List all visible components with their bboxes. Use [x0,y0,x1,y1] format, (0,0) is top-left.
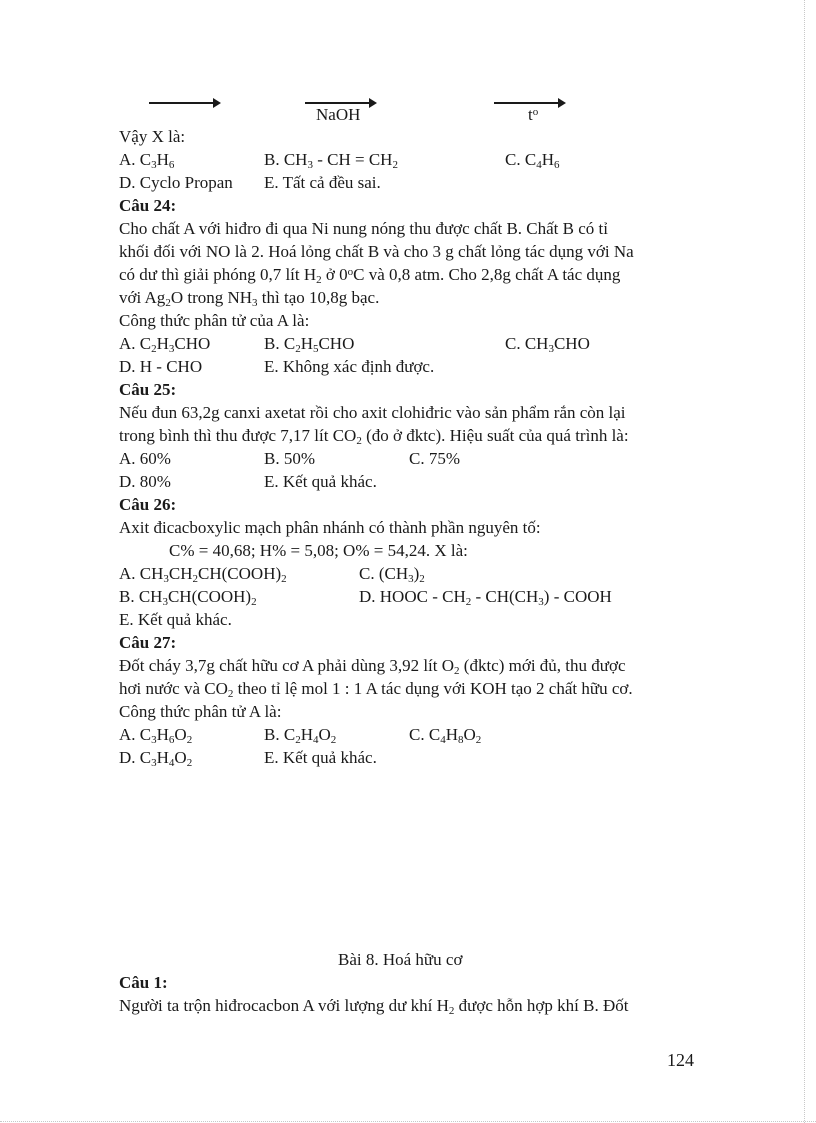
q23-option-d: D. Cyclo Propan [119,173,233,192]
q24-text-line-4: với $Ag_2O$ trong $NH_3$ thì tạo 10,8g bạc. [119,288,380,309]
q24-option-e: E. Không xác định được. [264,357,435,376]
q24-option-c: C. $CH_3CHO$ [505,334,590,355]
question-25-heading: Câu 25: [119,380,177,399]
q24-option-a: A. $C_2H_3CHO$ [119,334,211,355]
q24-option-b: B. $C_2H_5CHO$ [264,334,355,355]
question-27-heading: Câu 27: [119,633,177,652]
section-question-1-heading: Câu 1: [119,973,168,992]
q27-option-d: D. $C_3H_4O_2$ [119,748,193,769]
q24-text-line-3: có dư thì giải phóng 0,7 lít $H_2$ ở 0$^o$C và 0,8 atm. Cho 2,8g chất A tác dụng [119,265,621,286]
q25-option-b: B. 50% [264,449,315,468]
q24-question: Công thức phân tử của A là: [119,311,310,330]
reaction-arrow-1 [149,98,221,108]
q25-option-d: D. 80% [119,472,171,491]
question-23-stem: Vậy X là: [119,127,186,146]
q27-option-b: B. $C_2H_4O_2$ [264,725,337,746]
q25-option-a: A. 60% [119,449,171,468]
q23-option-e: E. Tất cả đều sai. [264,173,381,192]
q24-text-line-1: Cho chất A với hiđro đi qua Ni nung nóng thu được chất B. Chất B có tỉ [119,219,608,238]
q26-text-line-1: Axit đicacboxylic mạch phân nhánh có thành phần nguyên tố: [119,518,541,537]
q24-option-d: D. H - CHO [119,357,203,376]
page-edge-right [804,0,805,1123]
q25-option-e: E. Kết quả khác. [264,472,377,491]
q23-option-b: B. $CH_3$ - CH = $CH_2$ [264,150,398,171]
page-edge-bottom [0,1121,816,1122]
q26-option-c: C. $(CH_3)_2$ [359,564,425,585]
q27-option-e: E. Kết quả khác. [264,748,377,767]
q25-text-line-1: Nếu đun 63,2g canxi axetat rồi cho axit clohiđric vào sản phẩm rắn còn lại [119,403,626,422]
q23-option-a: A. $C_3H_6$ [119,150,175,171]
question-24-heading: Câu 24: [119,196,177,215]
arrow-condition-naoh: NaOH [316,105,361,124]
q25-option-c: C. 75% [409,449,460,468]
page-number: 124 [667,1050,694,1070]
q24-text-line-2: khối đối với NO là 2. Hoá lỏng chất B và cho 3 g chất lỏng tác dụng với Na [119,242,634,261]
question-26-heading: Câu 26: [119,495,177,514]
section-q1-text-line-1: Người ta trộn hiđrocacbon A với lượng dư khí $H_2$ được hỗn hợp khí B. Đốt [119,996,629,1017]
q26-option-d: D. HOOC - $CH_2 - CH(CH_3)$ - COOH [359,587,612,608]
q25-text-line-2: trong bình thì thu được 7,17 lít $CO_2$ (đo ở đktc). Hiệu suất của quá trình là: [119,426,629,447]
q27-option-a: A. $C_3H_6O_2$ [119,725,193,746]
q26-option-a: A. $CH_3CH_2CH(COOH)_2$ [119,564,287,585]
q27-option-c: C. $C_4H_8O_2$ [409,725,482,746]
q23-option-c: C. $C_4H_6$ [505,150,560,171]
q26-option-b: B. $CH_3CH(COOH)_2$ [119,587,257,608]
q26-option-e: E. Kết quả khác. [119,610,232,629]
q27-text-line-1: Đốt cháy 3,7g chất hữu cơ A phải dùng 3,92 lít $O_2$ (đktc) mới đủ, thu được [119,656,626,677]
q27-question: Công thức phân tử A là: [119,702,282,721]
arrow-condition-temperature: $t^o$ [528,105,539,124]
section-title: Bài 8. Hoá hữu cơ [338,950,463,969]
q27-text-line-2: hơi nước và $CO_2$ theo tỉ lệ mol 1 : 1 A tác dụng với KOH tạo 2 chất hữu cơ. [119,679,633,700]
q26-composition: C% = 40,68; H% = 5,08; O% = 54,24. X là: [169,541,468,560]
